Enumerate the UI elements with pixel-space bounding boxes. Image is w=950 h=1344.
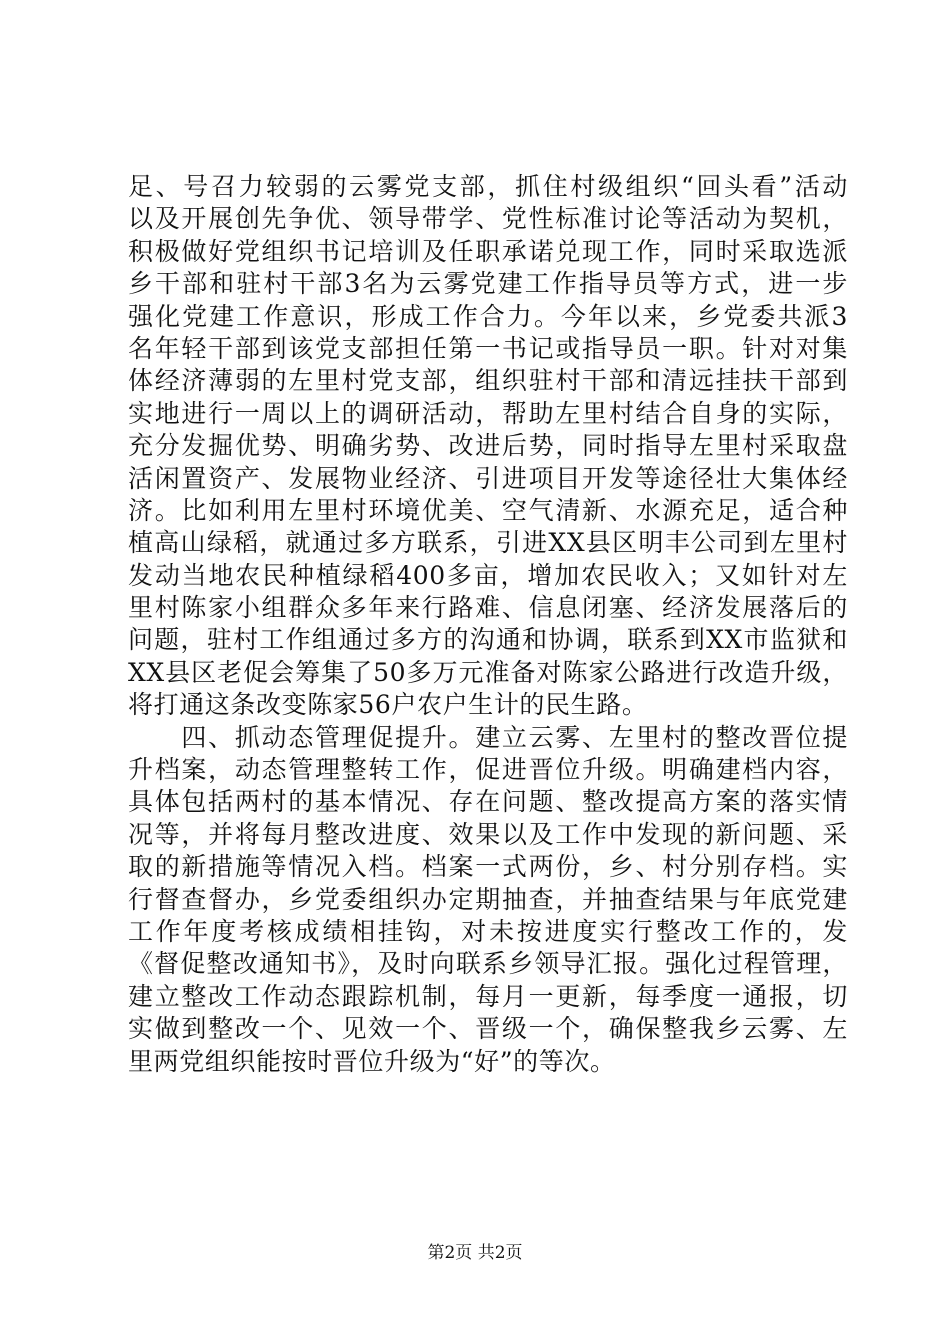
text-line: 植高山绿稻，就通过多方联系，引进XX县区明丰公司到左里村 xyxy=(128,528,848,558)
text-line: 工作年度考核成绩相挂钩，对未按进度实行整改工作的，发 xyxy=(128,916,848,946)
text-line: 实地进行一周以上的调研活动，帮助左里村结合自身的实际， xyxy=(128,398,848,428)
text-line: 建立整改工作动态跟踪机制，每月一更新，每季度一通报，切 xyxy=(128,981,848,1011)
document-body xyxy=(128,171,848,1078)
text-line: 足、号召力较弱的云雾党支部，抓住村级组织“回头看”活动 xyxy=(128,172,848,201)
paragraph-start-line: 四、抓动态管理促提升。建立云雾、左里村的整改晋位提 xyxy=(128,722,848,752)
text-line: 以及开展创先争优、领导带学、党性标准讨论等活动为契机， xyxy=(128,204,848,234)
text-line: 升档案，动态管理整转工作，促进晋位升级。明确建档内容， xyxy=(128,755,848,785)
paragraph-end-line: 里两党组织能按时晋位升级为“好”的等次。 xyxy=(128,1046,616,1076)
page-footer xyxy=(0,1242,950,1264)
paragraph-end-line: 将打通这条改变陈家56户农户生计的民生路。 xyxy=(128,690,648,720)
text-line: 强化党建工作意识，形成工作合力。今年以来，乡党委共派3 xyxy=(128,301,848,331)
text-line: 体经济薄弱的左里村党支部，组织驻村干部和清远挂扶干部到 xyxy=(128,366,848,396)
text-line: 活闲置资产、发展物业经济、引进项目开发等途径壮大集体经 xyxy=(128,463,848,493)
text-line: XX县区老促会筹集了50多万元准备对陈家公路进行改造升级， xyxy=(128,657,848,687)
text-line: 济。比如利用左里村环境优美、空气清新、水源充足，适合种 xyxy=(128,495,848,525)
text-line: 取的新措施等情况入档。档案一式两份，乡、村分别存档。实 xyxy=(128,852,848,882)
text-line: 问题，驻村工作组通过多方的沟通和协调，联系到XX市监狱和 xyxy=(128,625,848,655)
text-line: 充分发掘优势、明确劣势、改进后势，同时指导左里村采取盘 xyxy=(128,431,848,461)
text-line: 积极做好党组织书记培训及任职承诺兑现工作，同时采取选派 xyxy=(128,236,848,266)
text-line: 具体包括两村的基本情况、存在问题、整改提高方案的落实情 xyxy=(128,787,848,817)
text-line: 行督查督办，乡党委组织办定期抽查，并抽查结果与年底党建 xyxy=(128,884,848,914)
text-line: 实做到整改一个、见效一个、晋级一个，确保整我乡云雾、左 xyxy=(128,1014,848,1044)
text-line: 《督促整改通知书》，及时向联系乡领导汇报。强化过程管理， xyxy=(128,949,848,979)
page-number: 第2页 共2页 xyxy=(427,1243,523,1263)
text-line: 乡干部和驻村干部3名为云雾党建工作指导员等方式，进一步 xyxy=(128,269,848,299)
text-line: 里村陈家小组群众多年来行路难、信息闭塞、经济发展落后的 xyxy=(128,593,848,623)
text-line: 发动当地农民种植绿稻400多亩，增加农民收入；又如针对左 xyxy=(128,560,848,590)
text-line: 名年轻干部到该党支部担任第一书记或指导员一职。针对对集 xyxy=(128,333,848,363)
text-line: 况等，并将每月整改进度、效果以及工作中发现的新问题、采 xyxy=(128,819,848,849)
